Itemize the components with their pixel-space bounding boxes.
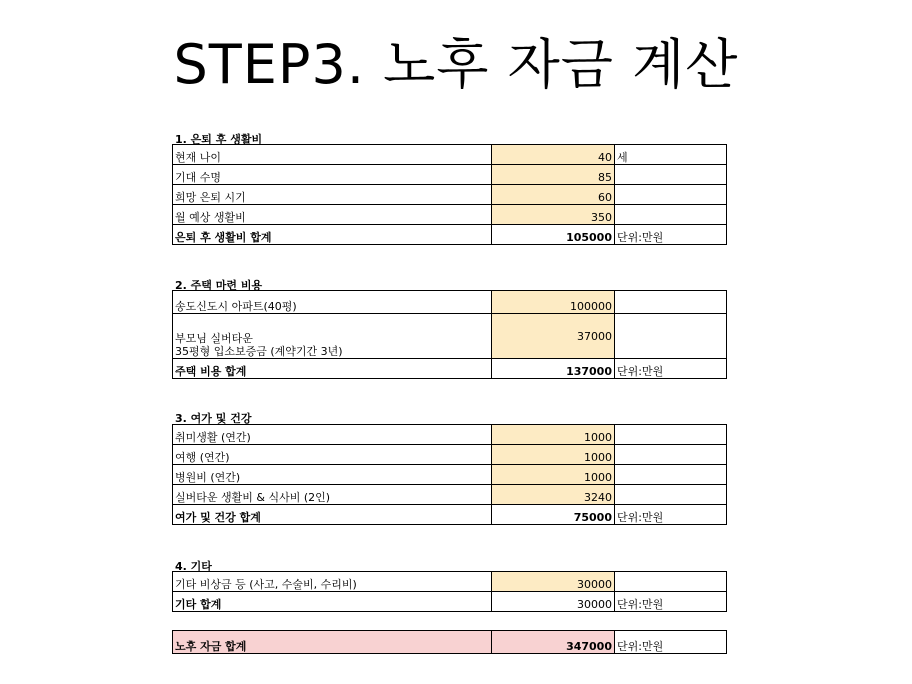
- table-row: [173, 572, 727, 592]
- total-row: [173, 505, 727, 525]
- row-label: 기타 비상금 등 (사고, 수술비, 수리비): [173, 572, 492, 592]
- table-row: [173, 205, 727, 225]
- row-value-input[interactable]: 40: [492, 145, 615, 165]
- total-label: 주택 비용 합계: [173, 359, 492, 379]
- table-row: [173, 425, 727, 445]
- section-heading-other: 4. 기타: [175, 560, 212, 573]
- grand-total-value: 347000: [492, 631, 615, 654]
- row-value-input[interactable]: 350: [492, 205, 615, 225]
- total-label: 기타 합계: [173, 592, 492, 612]
- total-value: 75000: [492, 505, 615, 525]
- total-row: [173, 225, 727, 245]
- table-row: [173, 185, 727, 205]
- total-unit: 단위:만원: [615, 592, 727, 612]
- table-row: [173, 314, 727, 359]
- table-row: [173, 465, 727, 485]
- row-label: 병원비 (연간): [173, 465, 492, 485]
- table-grand-total: [172, 630, 727, 654]
- row-value-input[interactable]: 85: [492, 165, 615, 185]
- total-unit: 단위:만원: [615, 225, 727, 245]
- row-value-input[interactable]: 1000: [492, 425, 615, 445]
- row-label: 기대 수명: [173, 165, 492, 185]
- row-unit: [615, 291, 727, 314]
- row-value-input[interactable]: 100000: [492, 291, 615, 314]
- table-row: [173, 165, 727, 185]
- row-unit: [615, 465, 727, 485]
- row-unit: [615, 185, 727, 205]
- row-unit: [615, 485, 727, 505]
- total-value: 30000: [492, 592, 615, 612]
- total-label: 은퇴 후 생활비 합계: [173, 225, 492, 245]
- total-row: [173, 592, 727, 612]
- row-unit: [615, 425, 727, 445]
- row-label: 취미생활 (연간): [173, 425, 492, 445]
- grand-total-label: 노후 자금 합계: [173, 631, 492, 654]
- page-title: STEP3. 노후 자금 계산: [173, 33, 739, 96]
- row-unit: [615, 572, 727, 592]
- row-label: 현재 나이: [173, 145, 492, 165]
- grand-total-unit: 단위:만원: [615, 631, 727, 654]
- row-value-input[interactable]: 60: [492, 185, 615, 205]
- total-unit: 단위:만원: [615, 359, 727, 379]
- row-label: 희망 은퇴 시기: [173, 185, 492, 205]
- section-heading-leisure-health: 3. 여가 및 건강: [175, 412, 252, 425]
- table-other: [172, 571, 727, 612]
- row-unit: [615, 445, 727, 465]
- row-value-input[interactable]: 3240: [492, 485, 615, 505]
- row-unit: [615, 205, 727, 225]
- total-label: 여가 및 건강 합계: [173, 505, 492, 525]
- row-label: 월 예상 생활비: [173, 205, 492, 225]
- table-retirement-living: [172, 144, 727, 245]
- row-unit: [615, 314, 727, 359]
- total-row: [173, 359, 727, 379]
- section-heading-retirement-living: 1. 은퇴 후 생활비: [175, 133, 263, 146]
- row-label: 실버타운 생활비 & 식사비 (2인): [173, 485, 492, 505]
- row-label: 여행 (연간): [173, 445, 492, 465]
- table-leisure-health: [172, 424, 727, 525]
- row-label: 부모님 실버타운 35평형 입소보증금 (계약기간 3년): [173, 314, 492, 359]
- row-value-input[interactable]: 1000: [492, 465, 615, 485]
- total-value: 105000: [492, 225, 615, 245]
- table-row: [173, 445, 727, 465]
- row-value-input[interactable]: 30000: [492, 572, 615, 592]
- table-row: [173, 485, 727, 505]
- table-housing: [172, 290, 727, 379]
- total-value: 137000: [492, 359, 615, 379]
- section-heading-housing: 2. 주택 마련 비용: [175, 279, 263, 292]
- table-row: [173, 291, 727, 314]
- row-value-input[interactable]: 37000: [492, 314, 615, 359]
- row-label: 송도신도시 아파트(40평): [173, 291, 492, 314]
- table-row: [173, 145, 727, 165]
- row-value-input[interactable]: 1000: [492, 445, 615, 465]
- row-unit: [615, 165, 727, 185]
- total-unit: 단위:만원: [615, 505, 727, 525]
- row-unit: 세: [615, 145, 727, 165]
- grand-total-row: [173, 631, 727, 654]
